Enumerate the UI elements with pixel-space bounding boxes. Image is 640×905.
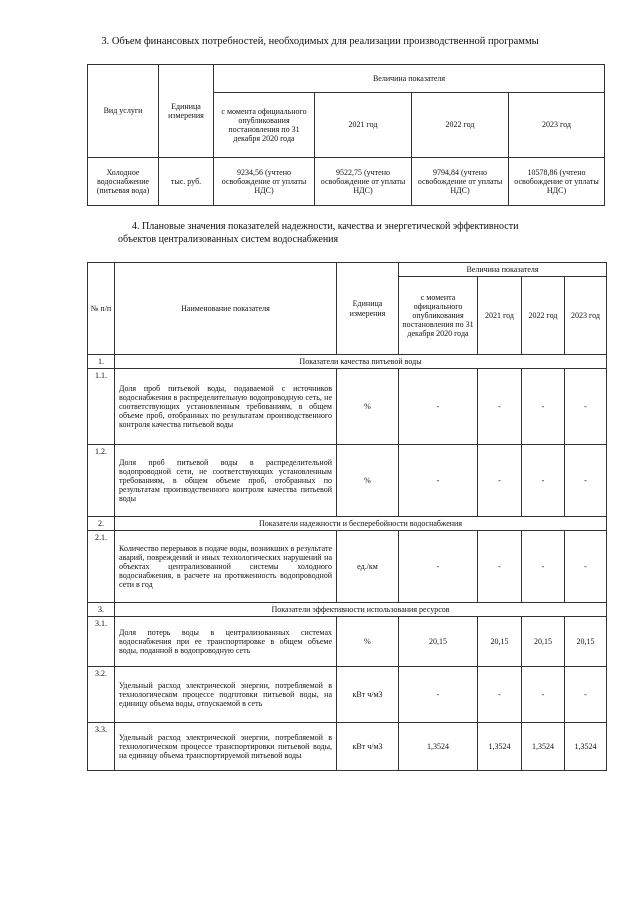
row-value: - (399, 531, 478, 603)
cell-value: 9522,75 (учтено освобождение от уплаты НДС) (315, 158, 412, 206)
row-value: - (565, 445, 607, 517)
cell-value: 9794,84 (учтено освобождение от уплаты НДС) (412, 158, 509, 206)
section-num: 3. (88, 603, 115, 617)
section-4-title (118, 221, 604, 234)
section-row (88, 603, 607, 617)
section-row (88, 355, 607, 369)
row-value: 20,15 (478, 617, 522, 667)
header-2023: 2023 год (509, 93, 605, 158)
row-value: - (565, 369, 607, 445)
table-row (88, 445, 607, 517)
row-name: Удельный расход электрической энергии, потребляемой в технологическом процессе подготовки питьевой воды, на единицу объема воды, отпускаемой в сеть (115, 667, 337, 723)
header-2022: 2022 год (412, 93, 509, 158)
row-value: - (522, 445, 565, 517)
row-unit: ед./км (337, 531, 399, 603)
row-value: - (399, 369, 478, 445)
row-value: - (522, 667, 565, 723)
header-2022: 2022 год (522, 277, 565, 355)
row-name: Доля проб питьевой воды в распределительной водопроводной сети, не соответствующих установленным требованиям, в общем объеме проб, отобранных по результатам производственного контроля качества питьевой воды (115, 445, 337, 517)
row-unit: % (337, 445, 399, 517)
financial-needs-table (87, 64, 605, 206)
header-value-group: Величина показателя (399, 263, 607, 277)
header-2021: 2021 год (478, 277, 522, 355)
header-service: Вид услуги (88, 65, 159, 158)
cell-unit: тыс. руб. (159, 158, 214, 206)
header-unit: Единица измерения (337, 263, 399, 355)
row-value: - (565, 531, 607, 603)
cell-service: Холодное водоснабжение (питьевая вода) (88, 158, 159, 206)
row-unit: кВт ч/м3 (337, 723, 399, 771)
indicators-table (87, 262, 607, 771)
header-name: Наименование показателя (115, 263, 337, 355)
row-value: 20,15 (565, 617, 607, 667)
row-value: - (399, 445, 478, 517)
section-title: Показатели эффективности использования ресурсов (115, 603, 607, 617)
section-title: Показатели надежности и бесперебойности водоснабжения (115, 517, 607, 531)
row-unit: % (337, 617, 399, 667)
table-row (88, 617, 607, 667)
row-num: 2.1. (88, 531, 115, 603)
header-period0: с момента официального опубликования постановления по 31 декабря 2020 года (214, 93, 315, 158)
row-value: 1,3524 (522, 723, 565, 771)
section-num: 1. (88, 355, 115, 369)
row-value: 1,3524 (478, 723, 522, 771)
row-value: - (522, 531, 565, 603)
row-value: - (565, 667, 607, 723)
row-num: 1.2. (88, 445, 115, 517)
cell-value: 10578,86 (учтено освобождение от уплаты НДС) (509, 158, 605, 206)
row-name: Количество перерывов в подаче воды, возникших в результате аварий, повреждений и иных технологических нарушений на объектах централизованной системы холодного водоснабжения, в расчете на протяженность водопроводной сети в год (115, 531, 337, 603)
header-2023: 2023 год (565, 277, 607, 355)
header-num: № п/п (88, 263, 115, 355)
row-value: - (478, 667, 522, 723)
table-row (88, 369, 607, 445)
table-row (88, 723, 607, 771)
row-value: - (399, 667, 478, 723)
section-num: 2. (88, 517, 115, 531)
section-title: Показатели качества питьевой воды (115, 355, 607, 369)
table-row (88, 531, 607, 603)
row-value: - (478, 369, 522, 445)
section-row (88, 517, 607, 531)
row-name: Удельный расход электрической энергии, потребляемой в технологическом процессе транспортировки питьевой воды, на единицу объема транспортируемой питьевой воды (115, 723, 337, 771)
header-2021: 2021 год (315, 93, 412, 158)
section-3-title: 3. Объем финансовых потребностей, необходимых для реализации производственной программы (101, 36, 539, 47)
row-name: Доля потерь воды в централизованных системах водоснабжения при ее транспортировке в общем объеме воды, поданной в водопроводную сеть (115, 617, 337, 667)
row-value: 20,15 (399, 617, 478, 667)
row-num: 3.1. (88, 617, 115, 667)
row-num: 1.1. (88, 369, 115, 445)
row-value: - (478, 445, 522, 517)
section-4-title-line1: 4. Плановые значения показателей надежности, качества и энергетической эффективности (132, 221, 519, 232)
row-value: 1,3524 (399, 723, 478, 771)
row-num: 3.3. (88, 723, 115, 771)
row-value: 1,3524 (565, 723, 607, 771)
row-num: 3.2. (88, 667, 115, 723)
table-row (88, 667, 607, 723)
row-value: - (522, 369, 565, 445)
cell-value: 9234,56 (учтено освобождение от уплаты НДС) (214, 158, 315, 206)
section-4-title-line2: объектов централизованных систем водоснабжения (118, 234, 339, 245)
row-value: 20,15 (522, 617, 565, 667)
header-value-group: Величина показателя (214, 65, 605, 93)
header-period0: с момента официального опубликования постановления по 31 декабря 2020 года (399, 277, 478, 355)
row-unit: % (337, 369, 399, 445)
row-value: - (478, 531, 522, 603)
row-unit: кВт ч/м3 (337, 667, 399, 723)
row-name: Доля проб питьевой воды, подаваемой с источников водоснабжения в распределительную водопроводную сеть, не соответствующих установленным требованиям, в общем объеме проб, отобранных по результатам производственного контроля качества питьевой воды (115, 369, 337, 445)
header-unit: Единица измерения (159, 65, 214, 158)
